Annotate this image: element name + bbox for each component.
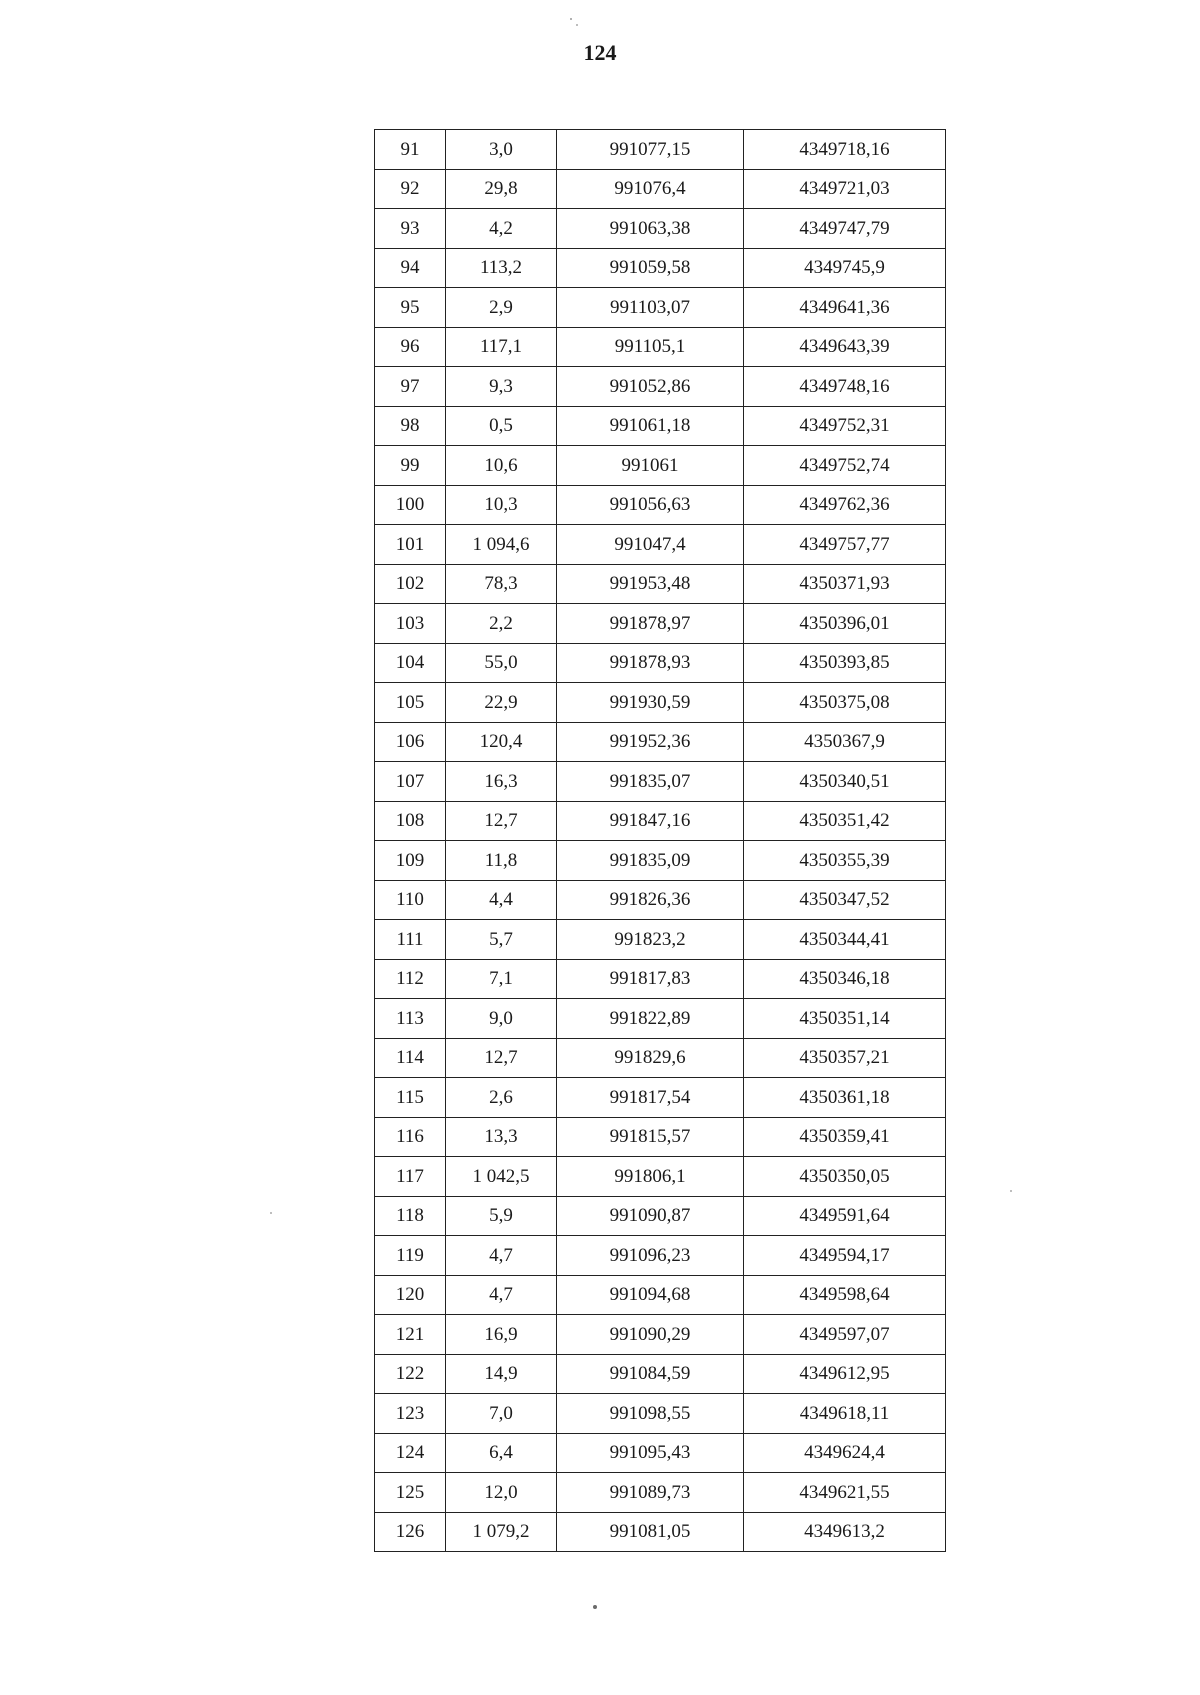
point-number-cell: 110 [375, 880, 446, 920]
distance-cell: 5,9 [446, 1196, 557, 1236]
x-coordinate-cell: 991056,63 [557, 485, 744, 525]
y-coordinate-cell: 4349621,55 [744, 1473, 946, 1513]
table-row [375, 1038, 946, 1078]
table-row [375, 1433, 946, 1473]
point-number-cell: 116 [375, 1117, 446, 1157]
x-coordinate-cell: 991930,59 [557, 683, 744, 723]
point-number-cell: 96 [375, 327, 446, 367]
x-coordinate-cell: 991063,38 [557, 209, 744, 249]
x-coordinate-cell: 991806,1 [557, 1157, 744, 1197]
scan-speck [593, 1605, 597, 1609]
distance-cell: 7,0 [446, 1394, 557, 1434]
y-coordinate-cell: 4349745,9 [744, 248, 946, 288]
y-coordinate-cell: 4350371,93 [744, 564, 946, 604]
distance-cell: 12,7 [446, 1038, 557, 1078]
y-coordinate-cell: 4350351,42 [744, 801, 946, 841]
table-row [375, 880, 946, 920]
x-coordinate-cell: 991103,07 [557, 288, 744, 328]
x-coordinate-cell: 991817,54 [557, 1078, 744, 1118]
distance-cell: 3,0 [446, 130, 557, 170]
x-coordinate-cell: 991835,07 [557, 762, 744, 802]
point-number-cell: 119 [375, 1236, 446, 1276]
scan-speck [1010, 1190, 1012, 1192]
y-coordinate-cell: 4349613,2 [744, 1512, 946, 1552]
distance-cell: 10,6 [446, 446, 557, 486]
y-coordinate-cell: 4350361,18 [744, 1078, 946, 1118]
x-coordinate-cell: 991061 [557, 446, 744, 486]
y-coordinate-cell: 4350350,05 [744, 1157, 946, 1197]
point-number-cell: 91 [375, 130, 446, 170]
y-coordinate-cell: 4350396,01 [744, 604, 946, 644]
point-number-cell: 101 [375, 525, 446, 565]
x-coordinate-cell: 991847,16 [557, 801, 744, 841]
point-number-cell: 98 [375, 406, 446, 446]
distance-cell: 16,3 [446, 762, 557, 802]
x-coordinate-cell: 991105,1 [557, 327, 744, 367]
point-number-cell: 125 [375, 1473, 446, 1513]
y-coordinate-cell: 4349752,74 [744, 446, 946, 486]
table-row [375, 564, 946, 604]
distance-cell: 117,1 [446, 327, 557, 367]
point-number-cell: 94 [375, 248, 446, 288]
table-row [375, 406, 946, 446]
page-number: 124 [583, 40, 617, 65]
x-coordinate-cell: 991952,36 [557, 722, 744, 762]
point-number-cell: 118 [375, 1196, 446, 1236]
distance-cell: 9,3 [446, 367, 557, 407]
x-coordinate-cell: 991096,23 [557, 1236, 744, 1276]
point-number-cell: 92 [375, 169, 446, 209]
y-coordinate-cell: 4350347,52 [744, 880, 946, 920]
y-coordinate-cell: 4350367,9 [744, 722, 946, 762]
x-coordinate-cell: 991953,48 [557, 564, 744, 604]
x-coordinate-cell: 991095,43 [557, 1433, 744, 1473]
y-coordinate-cell: 4349757,77 [744, 525, 946, 565]
table-row [375, 722, 946, 762]
distance-cell: 7,1 [446, 959, 557, 999]
y-coordinate-cell: 4349762,36 [744, 485, 946, 525]
point-number-cell: 123 [375, 1394, 446, 1434]
distance-cell: 2,9 [446, 288, 557, 328]
point-number-cell: 115 [375, 1078, 446, 1118]
y-coordinate-cell: 4350375,08 [744, 683, 946, 723]
y-coordinate-cell: 4349718,16 [744, 130, 946, 170]
table-row [375, 1512, 946, 1552]
y-coordinate-cell: 4349643,39 [744, 327, 946, 367]
table-row [375, 999, 946, 1039]
distance-cell: 16,9 [446, 1315, 557, 1355]
distance-cell: 11,8 [446, 841, 557, 881]
distance-cell: 78,3 [446, 564, 557, 604]
table-row [375, 1157, 946, 1197]
point-number-cell: 126 [375, 1512, 446, 1552]
point-number-cell: 103 [375, 604, 446, 644]
distance-cell: 12,0 [446, 1473, 557, 1513]
point-number-cell: 120 [375, 1275, 446, 1315]
table-row [375, 248, 946, 288]
y-coordinate-cell: 4349624,4 [744, 1433, 946, 1473]
table-row [375, 1236, 946, 1276]
x-coordinate-cell: 991076,4 [557, 169, 744, 209]
distance-cell: 4,4 [446, 880, 557, 920]
table-row [375, 169, 946, 209]
distance-cell: 113,2 [446, 248, 557, 288]
table-row [375, 525, 946, 565]
x-coordinate-cell: 991826,36 [557, 880, 744, 920]
x-coordinate-cell: 991835,09 [557, 841, 744, 881]
table-row [375, 1315, 946, 1355]
table-row [375, 920, 946, 960]
distance-cell: 10,3 [446, 485, 557, 525]
x-coordinate-cell: 991077,15 [557, 130, 744, 170]
point-number-cell: 108 [375, 801, 446, 841]
table-row [375, 485, 946, 525]
y-coordinate-cell: 4349591,64 [744, 1196, 946, 1236]
y-coordinate-cell: 4350346,18 [744, 959, 946, 999]
y-coordinate-cell: 4350351,14 [744, 999, 946, 1039]
y-coordinate-cell: 4349641,36 [744, 288, 946, 328]
x-coordinate-cell: 991052,86 [557, 367, 744, 407]
y-coordinate-cell: 4350355,39 [744, 841, 946, 881]
table-row [375, 1394, 946, 1434]
x-coordinate-cell: 991061,18 [557, 406, 744, 446]
x-coordinate-cell: 991829,6 [557, 1038, 744, 1078]
x-coordinate-cell: 991878,97 [557, 604, 744, 644]
point-number-cell: 111 [375, 920, 446, 960]
distance-cell: 1 042,5 [446, 1157, 557, 1197]
distance-cell: 55,0 [446, 643, 557, 683]
table-row [375, 1196, 946, 1236]
x-coordinate-cell: 991059,58 [557, 248, 744, 288]
point-number-cell: 97 [375, 367, 446, 407]
point-number-cell: 117 [375, 1157, 446, 1197]
distance-cell: 9,0 [446, 999, 557, 1039]
point-number-cell: 114 [375, 1038, 446, 1078]
scan-speck [570, 18, 572, 20]
distance-cell: 1 094,6 [446, 525, 557, 565]
y-coordinate-cell: 4349721,03 [744, 169, 946, 209]
y-coordinate-cell: 4349597,07 [744, 1315, 946, 1355]
distance-cell: 6,4 [446, 1433, 557, 1473]
x-coordinate-cell: 991090,87 [557, 1196, 744, 1236]
point-number-cell: 112 [375, 959, 446, 999]
table-row [375, 604, 946, 644]
distance-cell: 12,7 [446, 801, 557, 841]
point-number-cell: 113 [375, 999, 446, 1039]
table-row [375, 841, 946, 881]
point-number-cell: 104 [375, 643, 446, 683]
x-coordinate-cell: 991822,89 [557, 999, 744, 1039]
table-row [375, 288, 946, 328]
table-row [375, 1473, 946, 1513]
distance-cell: 4,2 [446, 209, 557, 249]
point-number-cell: 106 [375, 722, 446, 762]
table-row [375, 762, 946, 802]
table-row [375, 446, 946, 486]
x-coordinate-cell: 991823,2 [557, 920, 744, 960]
table-row [375, 683, 946, 723]
distance-cell: 4,7 [446, 1236, 557, 1276]
y-coordinate-cell: 4350359,41 [744, 1117, 946, 1157]
table-row [375, 1354, 946, 1394]
distance-cell: 120,4 [446, 722, 557, 762]
point-number-cell: 105 [375, 683, 446, 723]
y-coordinate-cell: 4350344,41 [744, 920, 946, 960]
point-number-cell: 122 [375, 1354, 446, 1394]
distance-cell: 5,7 [446, 920, 557, 960]
x-coordinate-cell: 991084,59 [557, 1354, 744, 1394]
x-coordinate-cell: 991089,73 [557, 1473, 744, 1513]
distance-cell: 14,9 [446, 1354, 557, 1394]
table-row [375, 1275, 946, 1315]
table-row [375, 1078, 946, 1118]
x-coordinate-cell: 991815,57 [557, 1117, 744, 1157]
table-row [375, 130, 946, 170]
x-coordinate-cell: 991098,55 [557, 1394, 744, 1434]
table-row [375, 643, 946, 683]
point-number-cell: 100 [375, 485, 446, 525]
x-coordinate-cell: 991090,29 [557, 1315, 744, 1355]
distance-cell: 1 079,2 [446, 1512, 557, 1552]
x-coordinate-cell: 991081,05 [557, 1512, 744, 1552]
point-number-cell: 99 [375, 446, 446, 486]
x-coordinate-cell: 991817,83 [557, 959, 744, 999]
table-row [375, 959, 946, 999]
y-coordinate-cell: 4349752,31 [744, 406, 946, 446]
point-number-cell: 109 [375, 841, 446, 881]
coordinates-table [374, 129, 946, 1552]
y-coordinate-cell: 4349598,64 [744, 1275, 946, 1315]
y-coordinate-cell: 4349594,17 [744, 1236, 946, 1276]
x-coordinate-cell: 991094,68 [557, 1275, 744, 1315]
y-coordinate-cell: 4349618,11 [744, 1394, 946, 1434]
y-coordinate-cell: 4350357,21 [744, 1038, 946, 1078]
table-row [375, 209, 946, 249]
distance-cell: 2,6 [446, 1078, 557, 1118]
distance-cell: 0,5 [446, 406, 557, 446]
distance-cell: 29,8 [446, 169, 557, 209]
point-number-cell: 121 [375, 1315, 446, 1355]
y-coordinate-cell: 4350340,51 [744, 762, 946, 802]
y-coordinate-cell: 4350393,85 [744, 643, 946, 683]
scan-speck [270, 1212, 272, 1214]
x-coordinate-cell: 991878,93 [557, 643, 744, 683]
distance-cell: 22,9 [446, 683, 557, 723]
distance-cell: 2,2 [446, 604, 557, 644]
scan-speck [576, 24, 578, 26]
table-row [375, 1117, 946, 1157]
x-coordinate-cell: 991047,4 [557, 525, 744, 565]
table-row [375, 367, 946, 407]
point-number-cell: 102 [375, 564, 446, 604]
coordinates-table-body [375, 130, 946, 1552]
y-coordinate-cell: 4349612,95 [744, 1354, 946, 1394]
y-coordinate-cell: 4349747,79 [744, 209, 946, 249]
point-number-cell: 95 [375, 288, 446, 328]
y-coordinate-cell: 4349748,16 [744, 367, 946, 407]
point-number-cell: 93 [375, 209, 446, 249]
point-number-cell: 124 [375, 1433, 446, 1473]
table-row [375, 801, 946, 841]
distance-cell: 13,3 [446, 1117, 557, 1157]
distance-cell: 4,7 [446, 1275, 557, 1315]
table-row [375, 327, 946, 367]
point-number-cell: 107 [375, 762, 446, 802]
